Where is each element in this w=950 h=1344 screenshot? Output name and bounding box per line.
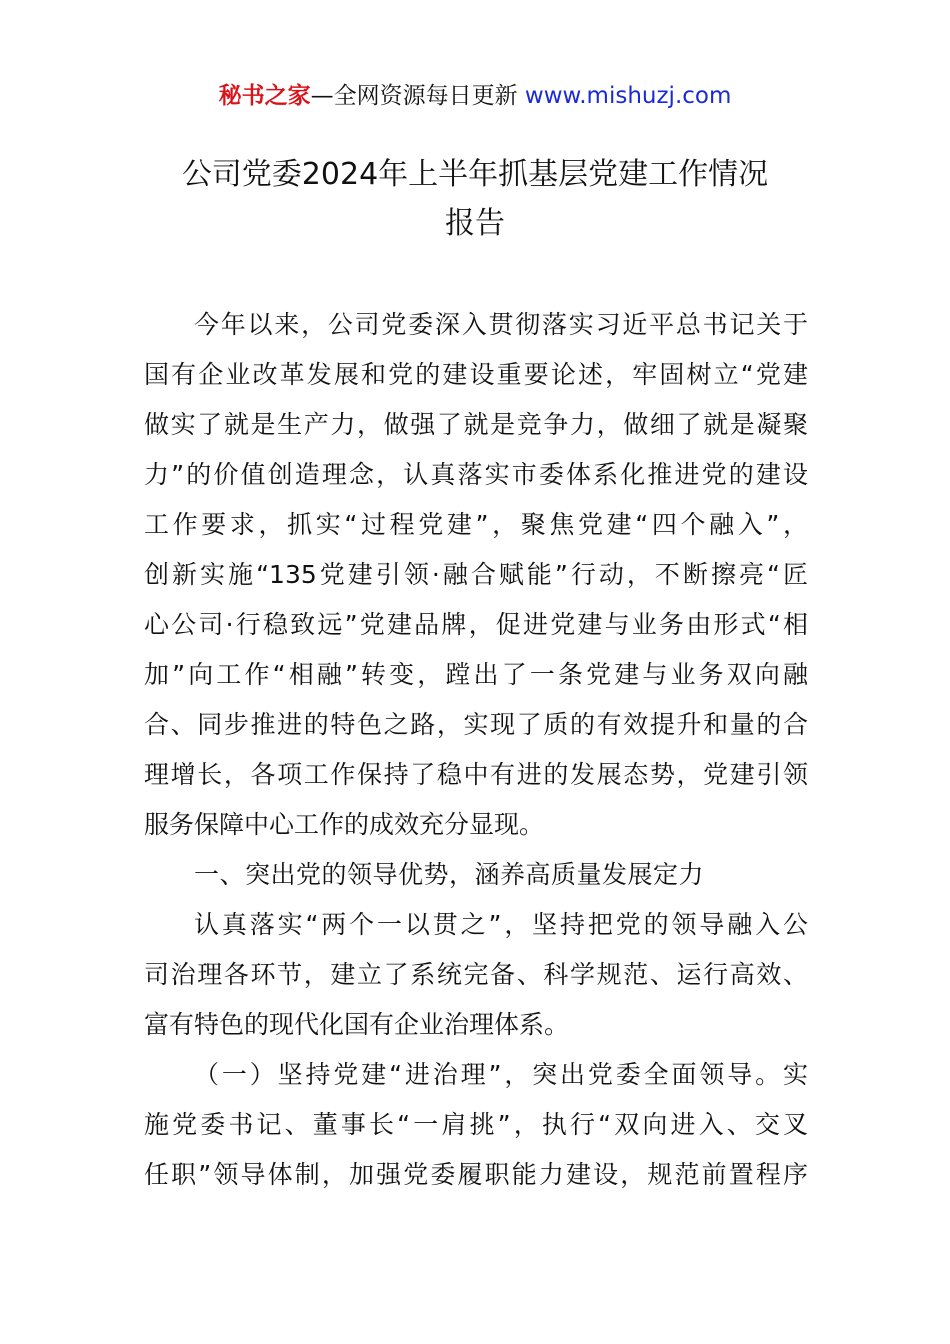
body-line: 服务保障中心工作的成效充分显现。	[144, 810, 545, 839]
body-line: 任职”领导体制，加强党委履职能力建设，规范前置程序	[144, 1160, 808, 1189]
title-line-1: 公司党委2024年上半年抓基层党建工作情况	[181, 157, 769, 192]
body-line: 今年以来，公司党委深入贯彻落实习近平总书记关于	[194, 310, 808, 339]
title-line-2: 报告	[445, 206, 505, 241]
subsection-line: （一）坚持党建“进治理”，突出党委全面领导。实	[194, 1060, 808, 1089]
header-tagline: —全网资源每日更新	[310, 83, 525, 109]
body-line: 工作要求，抓实“过程党建”，聚焦党建“四个融入”，	[144, 510, 808, 539]
body-line: 心公司·行稳致远”党建品牌，促进党建与业务由形式“相	[144, 610, 808, 639]
body-line: 做实了就是生产力，做强了就是竞争力，做细了就是凝聚	[144, 410, 808, 439]
body-line: 富有特色的现代化国有企业治理体系。	[144, 1010, 570, 1039]
brand-name: 秘书之家	[218, 83, 311, 109]
body-line: 合、同步推进的特色之路，实现了质的有效提升和量的合	[144, 710, 808, 739]
body-line: 认真落实“两个一以贯之”，坚持把党的领导融入公	[194, 910, 808, 939]
site-header	[0, 78, 950, 114]
body-line: 司治理各环节，建立了系统完备、科学规范、运行高效、	[144, 960, 808, 989]
site-url-link[interactable]: www.mishuzj.com	[524, 83, 732, 109]
body-line: 国有企业改革发展和党的建设重要论述，牢固树立“党建	[144, 360, 808, 389]
document-body	[144, 300, 808, 1200]
document-title	[120, 150, 830, 248]
body-line: 力”的价值创造理念，认真落实市委体系化推进党的建设	[144, 460, 808, 489]
body-line: 加”向工作“相融”转变，蹚出了一条党建与业务双向融	[144, 660, 808, 689]
body-line: 理增长，各项工作保持了稳中有进的发展态势，党建引领	[144, 760, 808, 789]
body-line: 施党委书记、董事长“一肩挑”，执行“双向进入、交叉	[144, 1110, 808, 1139]
section-heading: 一、突出党的领导优势，涵养高质量发展定力	[194, 860, 705, 889]
body-line: 创新实施“135党建引领·融合赋能”行动，不断擦亮“匠	[144, 560, 808, 589]
